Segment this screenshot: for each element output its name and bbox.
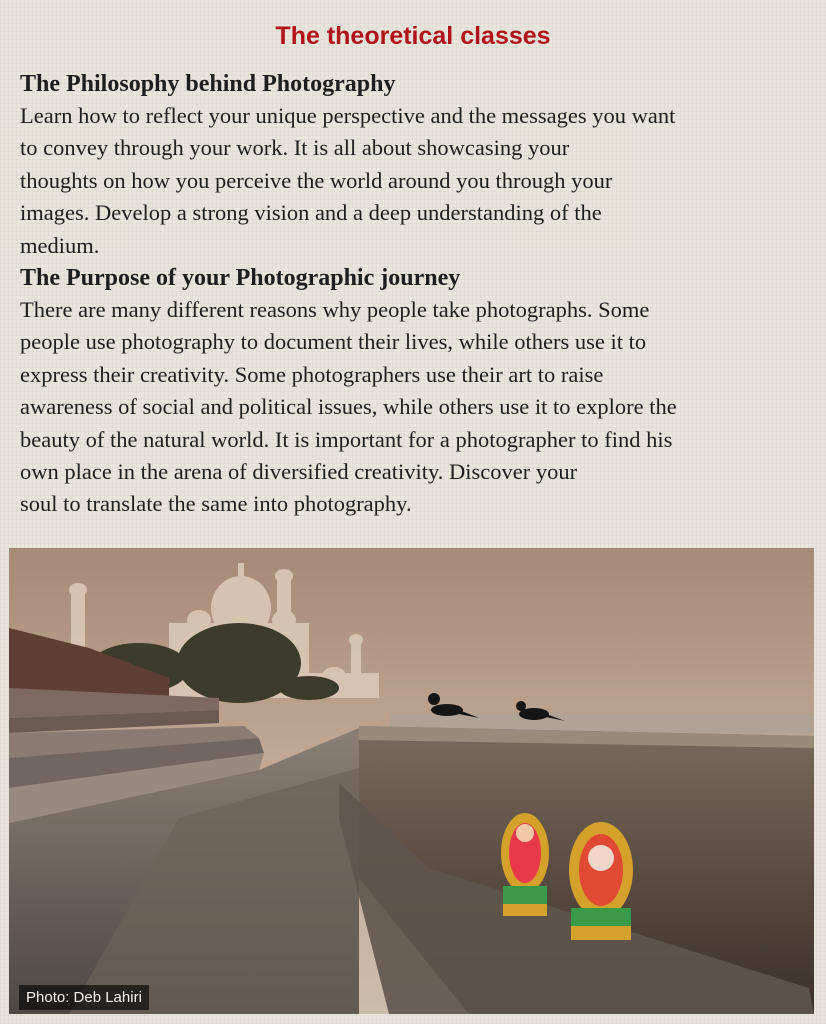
paragraph-line: There are many different reasons why people take photographs. Some bbox=[20, 297, 650, 323]
paragraph-line: thoughts on how you perceive the world around you through your bbox=[20, 167, 613, 193]
photo-credit: Photo: Deb Lahiri bbox=[19, 985, 149, 1010]
section-title: The Philosophy behind Photography bbox=[20, 71, 396, 97]
page-heading: The theoretical classes bbox=[275, 22, 551, 50]
paragraph-line: medium. bbox=[20, 232, 100, 258]
paragraph-line: to convey through your work. It is all about showcasing your bbox=[20, 135, 570, 161]
paragraph-line: people use photography to document their lives, while others use it to bbox=[20, 329, 647, 355]
paragraph-line: Learn how to reflect your unique perspective and the messages you want bbox=[20, 103, 676, 128]
section-philosophy bbox=[20, 68, 816, 262]
paragraph-line: beauty of the natural world. It is important for a photographer to find his bbox=[20, 426, 673, 452]
article-body bbox=[20, 68, 816, 521]
photo-illustration bbox=[9, 548, 814, 1014]
taj-mahal-photo bbox=[9, 548, 814, 1014]
section-paragraph bbox=[20, 294, 816, 521]
section-title: The Purpose of your Photographic journey bbox=[20, 265, 461, 292]
section-paragraph bbox=[20, 100, 816, 262]
section-purpose bbox=[20, 262, 816, 521]
paragraph-line: images. Develop a strong vision and a deep understanding of the bbox=[20, 200, 602, 226]
paragraph-line: soul to translate the same into photography. bbox=[20, 491, 412, 517]
paragraph-line: express their creativity. Some photographers use their art to raise bbox=[20, 361, 604, 387]
paragraph-line: own place in the arena of diversified creativity. Discover your bbox=[20, 459, 578, 485]
paragraph-line: awareness of social and political issues, while others use it to explore the bbox=[20, 394, 677, 420]
